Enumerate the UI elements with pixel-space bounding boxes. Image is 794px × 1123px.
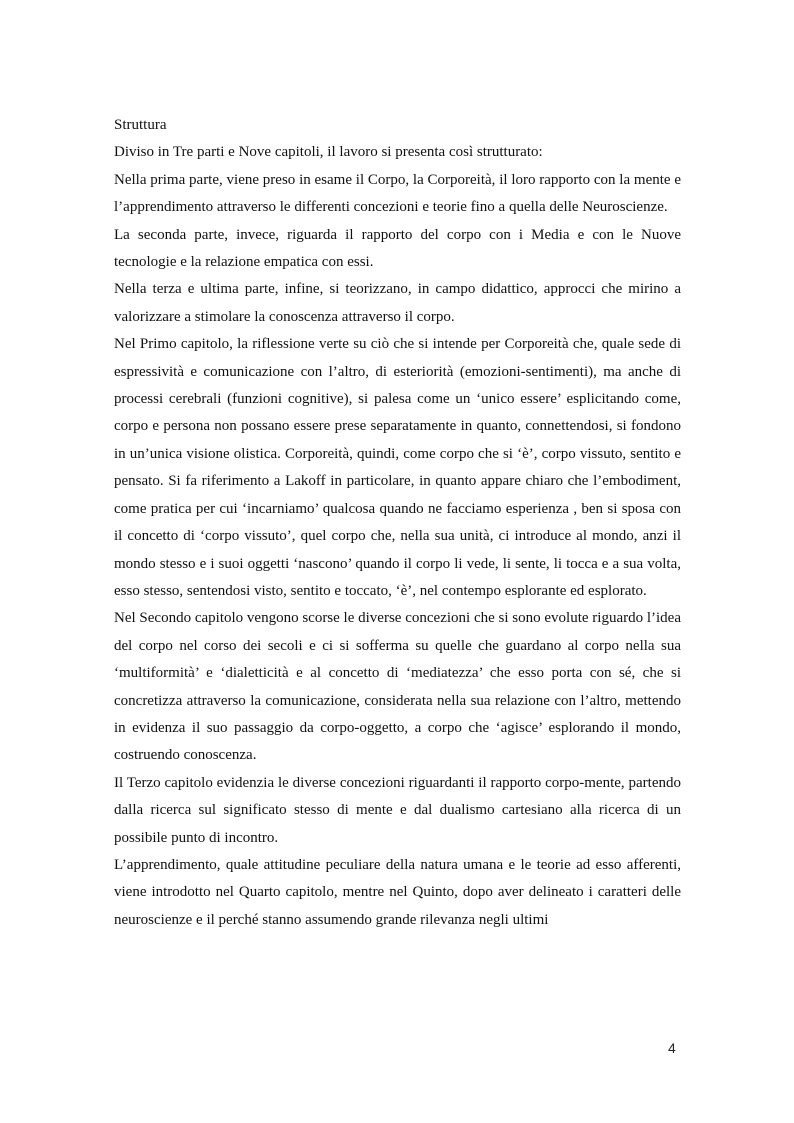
paragraph-intro: Diviso in Tre parti e Nove capitoli, il lavoro si presenta così strutturato: — [114, 144, 543, 161]
page-number: 4 — [668, 1040, 676, 1056]
paragraph-chapter-four-five: L’apprendimento, quale attitudine peculiare della natura umana e le teorie ad esso afferenti, viene introdotto nel Quarto capitolo, mentre nel Quinto, dopo aver delineato i caratteri delle neuroscienze e il perché stanno assumendo grande rilevanza negli ultimi — [114, 856, 681, 928]
paragraph-part-two: La seconda parte, invece, riguarda il rapporto del corpo con i Media e con le Nuove tecnologie e la relazione empatica con essi. — [114, 226, 681, 271]
paragraph-chapter-two: Nel Secondo capitolo vengono scorse le diverse concezioni che si sono evolute riguardo l’idea del corpo nel corso dei secoli e ci si sofferma su quelle che guardano al corpo nella sua ‘multiformità’ e ‘dialetticità e al concetto di ‘mediatezza’ che esso porta con sé, che si concretizza attraverso la comunicazione, considerata nella sua relazione con l’altro, mettendo in evidenza il suo passaggio da corpo-oggetto, a corpo che ‘agisce’ esplorando il mondo, costruendo conoscenza. — [114, 610, 681, 764]
section-heading: Struttura — [114, 117, 167, 133]
paragraph-chapter-one: Nel Primo capitolo, la riflessione verte su ciò che si intende per Corporeità che, quale sede di espressività e comunicazione con l’altro, di esteriorità (emozioni-sentimenti), ma anche di processi cerebrali (funzioni cognitive), si palesa come un ‘unico essere’ esplicitando come, corpo e persona non possano essere prese separatamente in quanto, connettendosi, si fondono in un’unica visione olistica. Corporeità, quindi, come corpo che si ‘è’, corpo vissuto, sentito e pensato. Si fa riferimento a Lakoff in particolare, in quanto appare chiaro che l’embodiment, come pratica per cui ‘incarniamo’ qualcosa quando ne facciamo esperienza , ben si sposa con il concetto di ‘corpo vissuto’, quel corpo che, nella sua unità, ci introduce al mondo, anzi il mondo stesso e i suoi oggetti ‘nascono’ quando il corpo li vede, li sente, li tocca e a sua volta, esso stesso, sentendosi visto, sentito e toccato, ‘è’, nel contempo esplorante ed esplorato. — [114, 336, 681, 599]
paragraph-part-one: Nella prima parte, viene preso in esame il Corpo, la Corporeità, il loro rapporto con la mente e l’apprendimento attraverso le differenti concezioni e teorie fino a quella delle Neuroscienze. — [114, 171, 681, 216]
paragraph-part-three: Nella terza e ultima parte, infine, si teorizzano, in campo didattico, approcci che mirino a valorizzare a stimolare la conoscenza attraverso il corpo. — [114, 281, 681, 325]
paragraph-chapter-three: Il Terzo capitolo evidenzia le diverse concezioni riguardanti il rapporto corpo-mente, partendo dalla ricerca sul significato stesso di mente e dal dualismo cartesiano alla ricerca di un possibile punto di incontro. — [114, 774, 681, 846]
body-text — [114, 112, 681, 934]
